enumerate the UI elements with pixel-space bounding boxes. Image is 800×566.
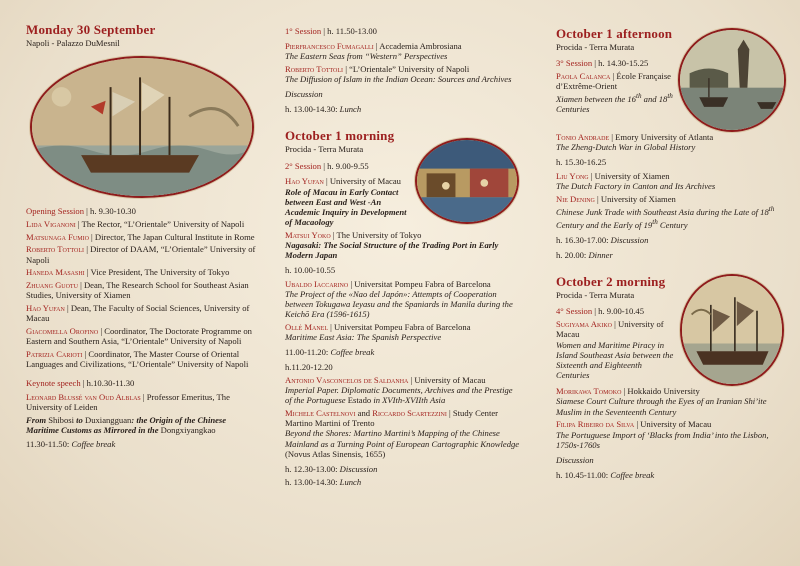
speaker-aff: | Hokkaido University [621, 386, 700, 397]
speaker-name: Matsunaga Fumio [26, 231, 89, 242]
time-slot: h.11.20-12.20 [285, 361, 333, 372]
speaker-name: Ubaldo Iaccarino [285, 278, 349, 289]
opening-label: Opening Session [26, 206, 85, 217]
talk-title: The Diffusion of Islam in the Indian Ocean: Sources and Archives [285, 73, 512, 84]
column-october-1-2 [556, 0, 788, 566]
talk-title: Beyond the Shores: Martino Martini’s Mapping of the Chinese Mainland as a Turning Point of European Cartographic Knowledge (Novus Atlas Sinensis, 1655) [285, 428, 520, 459]
speaker-name: Riccardo Scartezzini [372, 407, 447, 418]
column-october-1: 1° Session | h. 11.50-13.00 Pierfrancesco Fumagalli | Accademia Ambrosiana The Eastern Seas from “Western” Perspectives Roberto Tottoli | “L’Orientale” University of Napoli The Diffusion of Islam in the Indian Ocean: Sources and Archives Discussion h. 13.00-14.30: Lunch October 1 morning Procida - Terra Murata 2° Session | h. 9.00-9.55 Hao Yufan | University of Macau Role of Macau in Early Contact between East and West -An Academic Inquiry in Development of Macaology Matsui Yoko | The University of Tokyo Nagasaki: The Social Structure of the Trading Port in Early Modern Japan h. 10.00-10.55 Ubaldo Iaccarino | Universitat Pompeu Fabra of Barcelona The Project of the «Nao del Japón»: Attempts of Cooperation between Tokugawa Ieyasu and the Spaniards in Manila during the Keichō Era (1596-1615) Ollé Manel | Universitat Pompeu Fabra of Barcelona Maritime East Asia: The Spanish Perspective 11.00-11.20: Coffee break h.11.20-12.20 Antonio Vasconcelos de Saldanha | University of Macau Imperial Paper. Diplomatic Documents, Archives and the Prestige of the Portuguese Estado in XVIth-XVIIth Asia Michele Castelnovi and Riccardo Scartezzini | Study Center Martino Martini of Trento Beyond the Shores: Martino Martini’s Mapping of the Chinese Mainland as a Turning Point of European Cartographic Knowledge (Novus Atlas Sinensis, 1655) h. 12.30-13.00: Discussion h. 13.00-14.30: Lunch [285, 26, 520, 488]
speaker-aff: | University of Macau [323, 176, 401, 187]
speaker-name: Liu Yong [556, 170, 589, 181]
painting-harbor-oval [678, 28, 786, 132]
speaker-role: | Director of DAAM, “L’Orientale” University of Napoli [26, 244, 256, 265]
speaker-role: | Dean, The Faculty of Social Sciences, University of Macau [26, 302, 250, 324]
talk-title: The Zheng-Dutch War in Global History [556, 142, 696, 153]
discussion: Discussion [285, 89, 323, 100]
keynote-title: From Shibosi to Duxiangguan: the Origin of the Chinese Maritime Customs as Mirrored in the Dongxiyangkao [26, 414, 227, 435]
session-label: 1° Session [285, 26, 322, 36]
day-title: October 1 morning [285, 128, 395, 144]
speaker-aff: | Universitat Pompeu Fabra of Barcelona [328, 321, 471, 332]
day-title: Monday 30 September [26, 22, 156, 37]
speaker-name: Hao Yufan [26, 302, 65, 313]
talk-title: Xiamen between the 16th and 18th Centuries [556, 92, 673, 115]
talk-title: The Dutch Factory in Canton and Its Archives [556, 180, 716, 191]
speaker-role: | Director, The Japan Cultural Institute in Rome [88, 231, 255, 242]
discussion: Discussion [556, 454, 594, 465]
talk-title: Imperial Paper. Diplomatic Documents, Archives and the Prestige of the Portuguese Estado in XVIth-XVIIth Asia [285, 384, 513, 406]
session-time: | h. 11.50-13.00 [321, 26, 377, 36]
speaker-aff: | Emory University of Atlanta [609, 132, 714, 142]
speaker-aff: | Universitat Pompeu Fabra of Barcelona [348, 278, 491, 289]
day-title: October 1 afternoon [556, 26, 673, 41]
opening-time: | h. 9.30-10.30 [84, 206, 136, 217]
coffee-time: 11.30-11.50: [26, 439, 72, 450]
speaker-name: Patrizia Carioti [26, 348, 83, 359]
speaker-name: Antonio Vasconcelos de Saldanha [285, 374, 409, 385]
dinner-label: Dinner [588, 250, 613, 261]
painting-ship-oval [30, 56, 254, 198]
speaker-name: Morikawa Tomoko [556, 386, 622, 397]
coffee-time: h. 10.45-11.00: [556, 470, 611, 481]
speaker-aff: | University of Xiamen [594, 193, 676, 204]
talk-title: Role of Macau in Early Contact between East and West -An Academic Inquiry in Development of Macaology [285, 186, 407, 228]
speaker-name: Paola Calanca [556, 70, 611, 81]
talk-title: The Project of the «Nao del Japón»: Attempts of Cooperation between Tokugawa Ieyasu and the Spaniards in Manila during the Keichō Era (1596-1615) [285, 288, 513, 320]
speaker-name: Lida Viganoni [26, 218, 76, 229]
speaker-role: | The Rector, “L’Orientale” University of Napoli [75, 218, 245, 229]
talk-title: Women and Maritime Piracy in Island Southeast Asia between the Sixteenth and Eighteenth Centuries [556, 339, 674, 381]
lunch-label: Lunch [339, 104, 362, 115]
speaker-name: Giacomella Orofino [26, 325, 99, 336]
session-label: 2° Session [285, 160, 322, 171]
speaker-aff: | The University of Tokyo [330, 229, 422, 240]
speaker-name: Ollé Manel [285, 321, 328, 332]
coffee-time: 11.00-11.20: [285, 347, 331, 358]
speaker-aff: | University of Macau [556, 319, 664, 340]
talk-title: The Portuguese Import of ‘Blacks from India’ into the Lisbon, 1750s-1760s [556, 429, 769, 450]
speaker-aff: | University of Xiamen [588, 170, 670, 181]
venue: Procida - Terra Murata [285, 144, 364, 155]
speaker-name: Michele Castelnovi [285, 407, 356, 418]
session-label: 3° Session [556, 58, 593, 69]
coffee-label: Coffee break [330, 347, 375, 358]
speaker-name: Sugiyama Akiko [556, 319, 612, 330]
discussion-time: h. 16.30-17.00: [556, 234, 611, 245]
lunch-label: Lunch [339, 477, 362, 488]
speaker-role: | Coordinator, The Doctorate Programme on Eastern and Southern Asia, “L’Orientale” University of Napoli [26, 325, 252, 346]
speaker-name: Leonard Blussé van Oud Alblas [26, 391, 141, 402]
discussion-time: h. 12.30-13.00: [285, 463, 340, 474]
session-time: | h. 9.00-10.45 [592, 306, 645, 317]
speaker-name: Tonio Andrade [556, 132, 610, 142]
lunch-time: h. 13.00-14.30: [285, 104, 340, 115]
painting-junk-oval [680, 274, 784, 386]
keynote-time: | h.10.30-11.30 [80, 377, 135, 388]
speaker-aff: | University of Macau [408, 374, 486, 385]
speaker-name: Pierfrancesco Fumagalli [285, 40, 374, 51]
speaker-role: | Professor Emeritus, The University of Leiden [26, 391, 230, 412]
venue: Napoli - Palazzo DuMesnil [26, 38, 120, 48]
speaker-name: Roberto Tottoli [285, 63, 344, 74]
speaker-role: | Coordinator, The Master Course of Oriental Languages and Civilizations, “L’Orientale” University of Napoli [26, 348, 249, 369]
speaker-aff: | Study Center Martino Martini of Trento [285, 407, 499, 429]
speaker-role: | Vice President, The University of Tokyo [84, 267, 230, 278]
speaker-aff: | “L’Orientale” University of Napoli [343, 63, 470, 74]
speaker-aff: | École Française d’Extrême-Orient [556, 70, 671, 92]
discussion-label: Discussion [610, 234, 649, 245]
coffee-label: Coffee break [71, 439, 116, 450]
speaker-aff: | University of Macau [634, 419, 712, 430]
session-time: | h. 14.30-15.25 [592, 58, 649, 69]
talk-title: Maritime East Asia: The Spanish Perspective [285, 332, 442, 343]
time-slot: h. 15.30-16.25 [556, 157, 607, 168]
session-label: 4° Session [556, 306, 593, 317]
speaker-name: Roberto Tottoli [26, 244, 85, 255]
speaker-role: | Dean, The Research School for Southeast Asian Studies, University of Xiamen [26, 279, 249, 301]
venue: Procida - Terra Murata [556, 42, 635, 52]
speaker-aff: | Accademia Ambrosiana [373, 40, 462, 51]
lunch-time: h. 13.00-14.30: [285, 477, 340, 488]
speaker-name: Haneda Masashi [26, 267, 85, 278]
talk-title: Nagasaki: The Social Structure of the Trading Port in Early Modern Japan [285, 240, 499, 261]
speaker-name: Zhuang Guotu [26, 279, 78, 290]
talk-title: The Eastern Seas from “Western” Perspectives [285, 50, 448, 61]
speaker-name: Nie Dening [556, 193, 595, 204]
talk-title: Siamese Court Culture through the Eyes of an Iranian Shi’ite Muslim in the Seventeenth Century [556, 396, 767, 417]
column-monday [26, 0, 258, 566]
keynote-label: Keynote speech [26, 377, 81, 388]
coffee-label: Coffee break [610, 470, 655, 481]
dinner-time: h. 20.00: [556, 250, 589, 261]
discussion-label: Discussion [339, 463, 378, 474]
talk-title: Chinese Junk Trade with Southeast Asia during the Late of 18th Century and the Early of 19th Century [556, 204, 775, 230]
session-time: | h. 9.00-9.55 [321, 160, 369, 171]
venue: Procida - Terra Murata [556, 290, 635, 301]
time-slot: h. 10.00-10.55 [285, 265, 336, 276]
day-title: October 2 morning [556, 274, 666, 290]
speaker-name: Hao Yufan [285, 176, 324, 187]
painting-port-oval [415, 138, 519, 224]
speaker-name: Matsui Yoko [285, 229, 331, 240]
speaker-name: Filipa Ribeiro da Silva [556, 419, 635, 430]
